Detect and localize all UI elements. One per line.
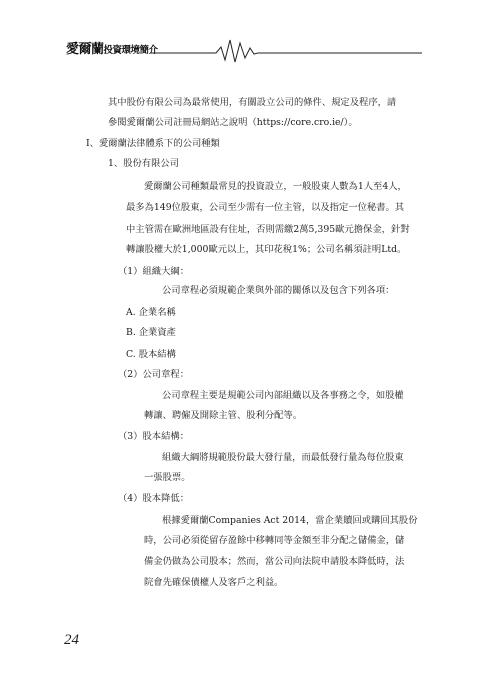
paragraph-line: 院會先確保債權人及客戶之利益。 <box>144 577 284 588</box>
item-heading: （1）組織大綱： <box>118 266 189 277</box>
section-heading: I、愛爾蘭法律體系下的公司種類 <box>86 138 220 149</box>
header-title-main: 愛爾蘭 <box>66 42 104 57</box>
paragraph-line: 一張股票。 <box>144 472 191 483</box>
subsection-heading: 1、股份有限公司 <box>108 158 179 169</box>
paragraph-line: 最多為149位股東，公司至少需有一位主管，以及指定一位秘書。其 <box>126 202 405 213</box>
header-heartbeat-line <box>150 34 422 64</box>
item-heading: （4）股本降低： <box>118 493 189 504</box>
header-title-sub: 投資環境簡介 <box>103 45 158 56</box>
paragraph-line: 愛爾蘭公司種類最常見的投資設立，一般股東人數為1人至4人， <box>144 181 407 192</box>
item-heading: （2）公司章程： <box>118 369 189 380</box>
paragraph-line: 備金仍做為公司股本；然而，當公司向法院申請股本降低時，法 <box>144 556 405 567</box>
paragraph-line: 其中股份有限公司為最常使用，有關設立公司的條件、規定及程序，請 <box>108 97 397 108</box>
paragraph-line: 轉讓、聘僱及開除主管、股利分配等。 <box>144 410 303 421</box>
list-item: C. 股本結構 <box>126 349 176 360</box>
item-heading: （3）股本結構： <box>118 431 189 442</box>
paragraph-line: 根據愛爾蘭Companies Act 2014，當企業贖回或購回其股份 <box>162 515 418 526</box>
list-item: A. 企業名稱 <box>126 307 176 318</box>
paragraph-line: 公司章程主要是規範公司內部組織以及各事務之令，如股權 <box>162 390 404 401</box>
paragraph-line: 參閱愛爾蘭公司註冊局網站之說明（https://core.cro.ie/）。 <box>108 117 358 128</box>
paragraph-line: 時，公司必須從留存盈餘中移轉同等金額至非分配之儲備金，儲 <box>144 535 405 546</box>
paragraph-line: 組織大綱將規範股份最大發行量，而最低發行量為每位股東 <box>162 452 404 463</box>
page-number: 24 <box>64 632 79 648</box>
paragraph-line: 公司章程必須規範企業與外部的關係以及包含下列各項： <box>162 285 395 296</box>
paragraph-line: 轉讓股權大於1,000歐元以上，其印花稅1%；公司名稱須註明Ltd。 <box>126 244 407 255</box>
list-item: B. 企業資產 <box>126 327 176 338</box>
paragraph-line: 中主管需在歐洲地區設有住址，否則需繳2萬5,395歐元擔保金，針對 <box>126 224 410 235</box>
header-title <box>66 38 158 57</box>
